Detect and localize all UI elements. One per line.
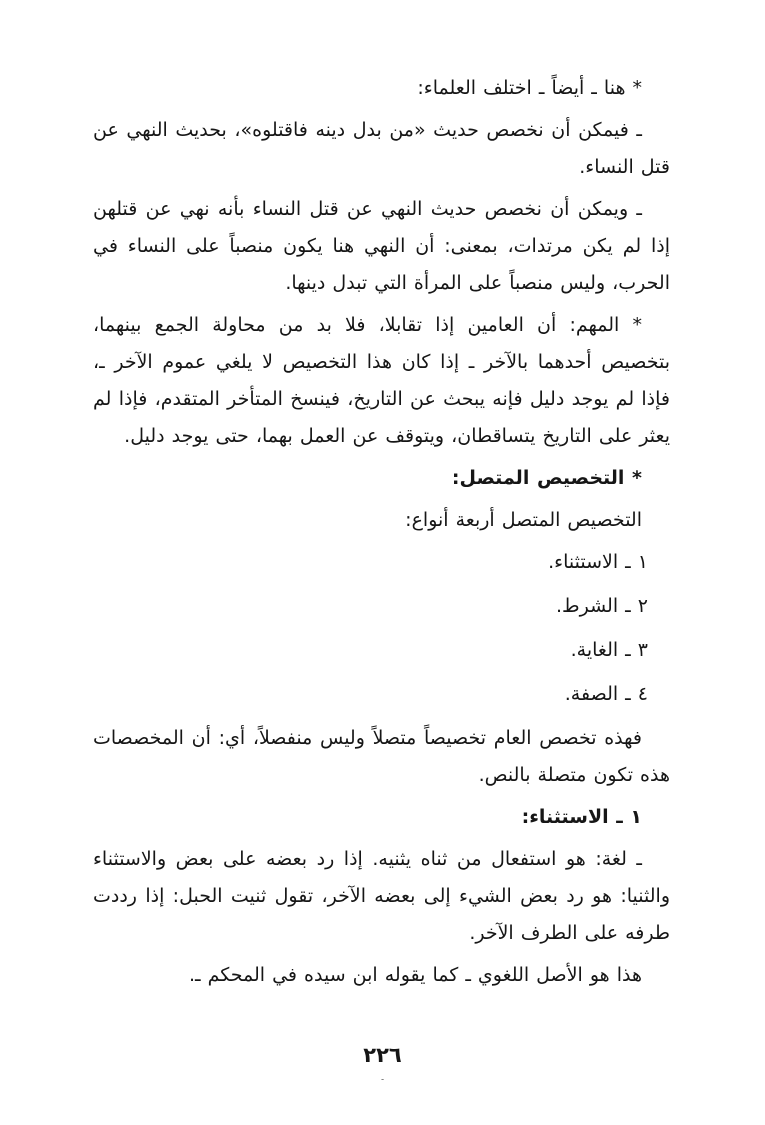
list-item-sifa: ٤ ـ الصفة. [564,683,648,705]
paragraph-first-option: ـ فيمكن أن نخصص حديث «من بدل دينه فاقتلوه»، بحديث النهي عن قتل النساء. [93,119,670,178]
paragraph-istithna-lugha: ـ لغة: هو استفعال من ثناه يثنيه. إذا رد بعضه على بعض والاستثناء والثنيا: هو رد بعض الشيء إلى بعضه الآخر، تقول ثنيت الحبل: إذا رددت طرفه على الطرف الآخر. [93,848,670,944]
list-item-istithna: ١ ـ الاستثناء. [548,551,648,573]
paragraph-types-explanation: فهذه تخصص العام تخصيصاً متصلاً وليس منفصلاً، أي: أن المخصصات هذه تكون متصلة بالنص. [93,727,670,786]
paragraph-second-option: ـ ويمكن أن نخصص حديث النهي عن قتل النساء بأنه نهي عن قتلهن إذا لم يكن مرتدات، بمعنى: أن النهي هنا يكون منصباً على النساء في الحرب، وليس منصباً على المرأة التي تبدل دينها. [93,198,670,294]
page-footer [0,1043,765,1083]
section-heading-takhsis-muttasil: * التخصيص المتصل: [451,467,642,489]
page-number: ٢٢٦ [363,1043,402,1067]
paragraph-scholars-differed: * هنا ـ أيضاً ـ اختلف العلماء: [417,77,642,99]
paragraph-four-types-intro: التخصيص المتصل أربعة أنواع: [405,509,642,531]
footer-ornament-mark: ۔ [379,1072,386,1083]
page-text-block [93,70,670,994]
list-item-ghaya: ٣ ـ الغاية. [570,639,648,661]
list-item-shart: ٢ ـ الشرط. [556,595,648,617]
section-heading-istithna: ١ ـ الاستثناء: [521,806,642,828]
paragraph-conclusion-muhim: * المهم: أن العامين إذا تقابلا، فلا بد من محاولة الجمع بينهما، بتخصيص أحدهما بالآخر ـ إذا كان هذا التخصيص لا يلغي عموم الآخر ـ، فإذا لم يوجد دليل فإنه يبحث عن التاريخ، فينسخ المتأخر المتقدم، فإذا لم يعثر على التاريخ يتساقطان، ويتوقف عن العمل بهما، حتى يوجد دليل. [93,314,670,447]
paragraph-ibn-sida-reference: هذا هو الأصل اللغوي ـ كما يقوله ابن سيده في المحكم ـ. [188,964,642,986]
